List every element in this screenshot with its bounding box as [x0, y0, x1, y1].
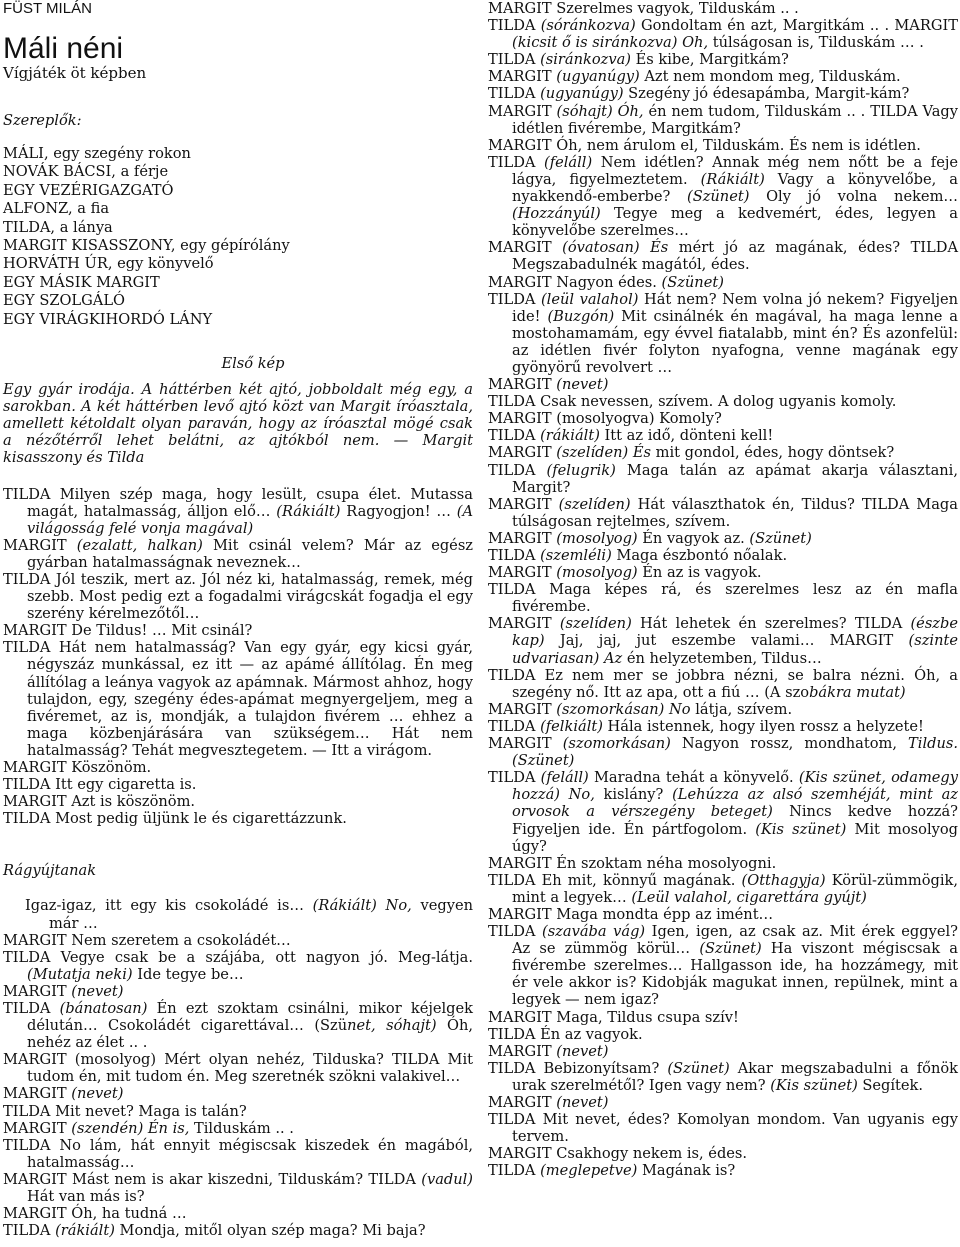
dialogue-text: TILDA Vegye csak be a szájába, ott nagyon jó. Meg-látja.: [3, 948, 473, 966]
cast-heading: Szereplők:: [3, 112, 82, 129]
dialogue-text: Jaj, jaj, jut eszembe valami… MARGIT: [544, 632, 909, 650]
play-title: Máli néni: [3, 32, 124, 65]
stage-direction-inline: (szelíden) És: [556, 444, 651, 462]
dialogue-line: [3, 1000, 473, 1051]
dialogue-line: [488, 68, 958, 85]
dialogue-text: Gondoltam én azt, Margitkám .. . MARGIT: [635, 17, 958, 35]
dialogue-text: Hát lehetek én szerelmes? TILDA: [631, 615, 911, 633]
stage-direction-inline: (Szünet): [699, 940, 762, 958]
dialogue-line: [3, 1103, 473, 1120]
stage-direction-inline: (A világosság felé vonja magával): [27, 502, 473, 537]
stage-direction-inline: (Buzgón): [547, 307, 615, 325]
dialogue-line: [488, 581, 958, 615]
stage-direction-inline: (rákiált): [55, 1222, 115, 1240]
dialogue-text: MARGIT Nagyon édes.: [488, 273, 662, 291]
cast-member: TILDA, a lánya: [3, 218, 113, 236]
dialogue-text: És kibe, Margitkám?: [630, 51, 789, 69]
cast-member: HORVÁTH ÚR, egy könyvelő: [3, 255, 214, 273]
dialogue-line: [488, 154, 958, 239]
dialogue-text: MARGIT: [488, 495, 559, 513]
dialogue-block-3: [488, 0, 958, 1179]
dialogue-text: TILDA Én az vagyok.: [488, 1025, 643, 1043]
dialogue-text: MARGIT: [488, 376, 557, 394]
stage-direction-inline: (szendén) Én is,: [71, 1119, 190, 1137]
stage-direction-inline: (nevet): [556, 1042, 609, 1060]
dialogue-line: [488, 496, 958, 530]
dialogue-line: [488, 393, 958, 410]
dialogue-text: MARGIT Óh, nem árulom el, Tilduskám. És nem is idétlen.: [488, 136, 921, 154]
stage-direction-inline: bákra mutat): [809, 683, 906, 701]
dialogue-text: Maga észbontó nőalak.: [611, 547, 788, 564]
stage-direction-inline: (feláll): [540, 769, 589, 787]
stage-direction-inline: (mosolyog): [556, 564, 638, 582]
dialogue-line: [3, 793, 473, 810]
dialogue-text: MARGIT Köszönöm.: [3, 759, 152, 777]
stage-direction-inline: (feláll): [544, 153, 593, 171]
dialogue-line: [488, 1111, 958, 1145]
dialogue-text: TILDA: [488, 290, 541, 308]
stage-direction-inline: (Leül valahol, cigarettára gyújt): [631, 888, 867, 906]
stage-direction: Rágyújtanak: [3, 862, 97, 880]
dialogue-line: [488, 564, 958, 581]
dialogue-text: TILDA Hát nem hatalmasság? Van egy gyár, egy kicsi gyár, négyszáz munkással, ez itt — az apámé állítólag. Én meg állítólag a leánya vagyok az apámnak. Mármost ahhoz, hogy tulajdon, egy, szegény édes-apámat megnyergeljem, meg a fivéremet, az is, mondják, a tulajdon fivérem … ehhez a maga közbenjárására van szükségem… Hát nem hatalmasság? Tehát megvesztegetem. — Itt a virágom.: [3, 639, 473, 759]
dialogue-text: MARGIT: [488, 239, 563, 257]
dialogue-text: Oly jó volna nekem…: [749, 188, 958, 206]
dialogue-text: TILDA Bebizonyítsam?: [488, 1059, 668, 1077]
cast-member: MÁLI, egy szegény rokon: [3, 145, 191, 162]
dialogue-text: MARGIT Én szoktam néha mosolyogni.: [488, 854, 777, 872]
stage-direction-inline: (Szünet): [749, 529, 812, 547]
dialogue-text: MARGIT Mást nem is akar kiszedni, Tilduskám? TILDA: [3, 1170, 422, 1188]
dialogue-text: MARGIT: [3, 536, 77, 554]
dialogue-text: TILDA: [488, 923, 542, 941]
dialogue-text: mért jó az magának, édes? TILDA Megszabadulnék magától, édes.: [512, 239, 958, 274]
dialogue-text: Igaz-igaz, itt egy kis csokoládé is…: [25, 897, 313, 915]
stage-direction-inline: (szelíden): [559, 615, 632, 633]
dialogue-line: [488, 427, 958, 444]
dialogue-block-1: [3, 486, 473, 828]
stage-direction-inline: (mosolyog): [556, 529, 638, 547]
dialogue-text: Hát nem? Nem volna jó nekem? Figyeljen ide!: [512, 290, 958, 325]
dialogue-text: MARGIT De Tildus! … Mit csinál?: [3, 622, 253, 640]
dialogue-text: látja, szívem.: [690, 700, 793, 718]
dialogue-text: Mit mosolyog úgy?: [512, 820, 958, 855]
stage-direction-inline: (leül valahol): [540, 290, 639, 308]
dialogue-text: MARGIT Maga, Tildus csupa szív!: [488, 1008, 739, 1026]
dialogue-text: Maga talán az apámat akarja választani, Margit?: [512, 461, 958, 496]
dialogue-text: TILDA: [488, 17, 541, 35]
stage-direction-inline: (nevet): [556, 1094, 609, 1111]
dialogue-text: Mit csinál velem? Már az egész gyárban hatalmasságnak neveznek…: [27, 536, 474, 571]
cast-member: MARGIT KISASSZONY, egy gépírólány: [3, 237, 290, 255]
stage-direction-inline: (kicsit ő is siránkozva) Oh,: [512, 34, 709, 52]
dialogue-text: Ide tegye be…: [132, 965, 244, 983]
dialogue-text: MARGIT: [3, 1085, 72, 1103]
dialogue-line: [488, 769, 958, 854]
dialogue-text: TILDA Milyen szép maga, hogy lesült, csupa élet. Mutassa magát, hatalmasság, álljon elő…: [3, 485, 473, 520]
dialogue-text: Maradna tehát a könyvelő.: [588, 769, 799, 787]
stage-direction-inline: (Hozzányúl): [512, 205, 601, 223]
dialogue-line: [3, 639, 473, 759]
stage-direction-inline: (Kis szünet, odamegy hozzá) No,: [512, 769, 959, 804]
dialogue-text: TILDA No lám, hát ennyit mégiscsak kiszedek én magából, hatalmasság…: [3, 1136, 473, 1171]
stage-direction-inline: (felugrik): [546, 461, 616, 479]
dialogue-text: Magának is?: [637, 1162, 736, 1180]
stage-direction-inline: (meglepetve): [540, 1162, 638, 1180]
dialogue-text: TILDA: [488, 769, 541, 787]
stage-direction-inline: (ugyanúgy): [540, 85, 624, 103]
dialogue-line: [488, 444, 958, 461]
dialogue-line: [3, 776, 473, 793]
dialogue-line: [3, 983, 473, 1000]
stage-direction-inline: Tildus. (Szünet): [512, 735, 958, 770]
stage-direction-inline: (ugyanúgy): [556, 68, 640, 86]
stage-direction-inline: (szavába vág): [542, 923, 646, 941]
dialogue-text: MARGIT Csakhogy nekem is, édes.: [488, 1145, 748, 1163]
stage-direction-inline: (Mutatja neki): [27, 965, 133, 983]
dialogue-text: Körül-zümmögik, mint a legyek…: [512, 871, 959, 906]
stage-direction-inline: (szomorkásan): [562, 735, 671, 753]
dialogue-line: [488, 1094, 958, 1111]
dialogue-line: [488, 1043, 958, 1060]
stage-direction-inline: (nevet): [556, 376, 609, 394]
dialogue-text: Hála istennek, hogy ilyen rossz a helyzete!: [602, 717, 924, 735]
dialogue-text: MARGIT: [488, 700, 557, 718]
dialogue-text: TILDA: [3, 1222, 56, 1240]
dialogue-text: TILDA: [488, 461, 547, 479]
dialogue-text: Segítek.: [857, 1076, 924, 1094]
dialogue-line: [488, 239, 958, 273]
dialogue-line: [488, 274, 958, 291]
dialogue-text: Tegye meg a kedvemért, édes, legyen a könyvelőbe szerelmes…: [512, 205, 958, 240]
dialogue-line: [3, 1171, 473, 1205]
dialogue-text: TILDA: [488, 153, 545, 171]
dialogue-text: Óh, nehéz az élet .. .: [27, 1017, 473, 1052]
dialogue-text: MARGIT: [488, 735, 563, 753]
dialogue-text: MARGIT: [3, 1119, 72, 1137]
dialogue-line: [488, 85, 958, 102]
dialogue-line: [488, 667, 958, 701]
dialogue-text: én nem tudom, Tilduskám .. . TILDA Vagy idétlen fivérembe, Margitkám?: [512, 102, 958, 137]
dialogue-text: MARGIT (mosolyog) Mért olyan nehéz, Tilduska? TILDA Mit tudom én, mit tudom én. Meg szeretnék szökni valakivel…: [3, 1051, 473, 1086]
dialogue-line: [488, 137, 958, 154]
dialogue-text: TILDA Ez nem mer se jobbra nézni, se balra nézni. Óh, a szegény nő. Itt az apa, ott a fiú … (A szo: [488, 666, 958, 701]
dialogue-text: Én az is vagyok.: [637, 564, 762, 582]
dialogue-line: [488, 1145, 958, 1162]
cast-member: ALFONZ, a fia: [3, 200, 110, 218]
dialogue-line: [488, 547, 958, 564]
dialogue-text: Tilduskám .. .: [189, 1119, 294, 1137]
stage-direction-inline: (szemléli): [540, 547, 612, 564]
dialogue-line: [25, 897, 473, 931]
dialogue-text: Vagy a könyvelőbe, a nyakkendő-emberbe?: [512, 170, 959, 206]
dialogue-text: Én ezt szoktam csinálni, mikor kéjelgek délután… Csokoládét cigarettával… (Szü: [27, 999, 473, 1035]
cast-list: [3, 145, 473, 329]
dialogue-text: Mondja, mitől olyan szép maga? Mi baja?: [114, 1222, 426, 1240]
left-column: [3, 0, 473, 1239]
stage-direction-inline: (Rákiált): [276, 502, 341, 520]
stage-direction-inline: (Szünet): [667, 1059, 730, 1077]
dialogue-text: Nincs kedve hozzá? Figyeljen ide. Én pártfogolom.: [512, 803, 958, 838]
cast-member: NOVÁK BÁCSI, a férje: [3, 163, 169, 181]
stage-direction-inline: (ezalatt, halkan): [76, 536, 203, 554]
dialogue-line: [488, 1009, 958, 1026]
dialogue-line: [3, 1120, 473, 1137]
dialogue-text: MARGIT: [488, 444, 557, 462]
stage-direction-inline: (bánatosan): [59, 999, 148, 1017]
dialogue-text: TILDA Most pedig üljünk le és cigarettázzunk.: [3, 810, 347, 828]
cast-member: EGY MÁSIK MARGIT: [3, 273, 160, 291]
dialogue-text: Akar megszabadulni a főnök urak szerelmétől? Igen vagy nem?: [512, 1059, 958, 1094]
dialogue-text: mit gondol, édes, hogy döntsek?: [650, 444, 895, 462]
play-subtitle: Vígjáték öt képben: [3, 64, 147, 82]
dialogue-text: MARGIT: [488, 68, 557, 86]
stage-direction-inline: (Szünet): [661, 273, 724, 291]
cast-member: EGY SZOLGÁLÓ: [3, 292, 125, 310]
dialogue-line: [3, 1051, 473, 1085]
dialogue-text: Ha viszont mégiscsak a fivérembe szerelmes… Hallgasson ide, ha hozzámegy, mit ér vele akkor is? Kidobják magukat innen, repülnek, mint a legyek — nem igaz?: [512, 940, 958, 1009]
dialogue-text: TILDA: [488, 427, 541, 445]
dialogue-line: [3, 1222, 473, 1239]
dialogue-text: TILDA Csak nevessen, szívem. A dolog ugyanis komoly.: [488, 393, 897, 411]
dialogue-line: [488, 376, 958, 393]
dialogue-text: Hát választhatok én, Tildus? TILDA Maga túlságosan rejtelmes, szívem.: [512, 495, 958, 530]
stage-direction-inline: (rákiált): [540, 427, 600, 445]
stage-direction-inline: (nevet): [71, 982, 124, 1000]
dialogue-line: [488, 530, 958, 547]
stage-direction-inline: (szelíden): [558, 495, 631, 513]
dialogue-line: [488, 462, 958, 496]
stage-direction-inline: (siránkozva): [540, 51, 631, 69]
dialogue-text: TILDA Mit nevet, édes? Komolyan mondom. Van ugyanis egy tervem.: [488, 1111, 958, 1146]
stage-direction-inline: (Rákiált) No,: [312, 897, 412, 915]
dialogue-text: MARGIT (mosolyogva) Komoly?: [488, 410, 722, 428]
dialogue-line: [3, 1085, 473, 1102]
dialogue-text: én helyzetemben, Tildus…: [622, 649, 822, 667]
dialogue-line: [488, 1162, 958, 1179]
dialogue-text: Hát van más is?: [27, 1188, 145, 1205]
stage-direction-inline: (Kis szünet): [755, 820, 847, 838]
dialogue-text: TILDA: [488, 717, 541, 735]
stage-direction-inline: (felkiált): [540, 717, 603, 735]
dialogue-text: MARGIT Nem szeretem a csokoládét…: [3, 931, 291, 949]
dialogue-line: [488, 872, 958, 906]
dialogue-line: [488, 51, 958, 68]
stage-direction-inline: (nevet): [71, 1085, 124, 1103]
dialogue-text: Azt nem mondom meg, Tilduskám.: [639, 68, 901, 86]
stage-direction-inline: net, sóhajt): [347, 1017, 437, 1035]
dialogue-text: túlságosan is, Tilduskám … .: [708, 34, 924, 52]
scene-description: Egy gyár irodája. A háttérben két ajtó, jobboldalt még egy, a sarokban. A két háttérben levő ajtó közt van Margit íróasztala, amellett kétoldalt olyan paraván, hogy az íróasztal mögé csak a nézőtérről lehet belátni, az ajtókból nem. — Margit kisasszony és Tilda: [3, 381, 473, 467]
dialogue-text: Szegény jó édesapámba, Margit-kám?: [623, 85, 910, 103]
dialogue-text: MARGIT: [488, 102, 557, 120]
dialogue-text: MARGIT Maga mondta épp az imént…: [488, 905, 774, 923]
dialogue-text: TILDA: [488, 51, 541, 69]
stage-direction-inline: (Szünet): [687, 188, 750, 206]
dialogue-line: [3, 622, 473, 639]
dialogue-line: [488, 923, 958, 1008]
dialogue-line: [3, 486, 473, 537]
dialogue-line: [488, 1060, 958, 1094]
stage-direction-inline: (észbe kap): [512, 615, 958, 650]
dialogue-line: [3, 932, 473, 949]
stage-direction-inline: (szinte udvariasan) Az: [512, 632, 958, 667]
stage-direction-inline: (szomorkásan) No: [556, 700, 691, 718]
dialogue-text: TILDA: [3, 999, 60, 1017]
dialogue-line: [488, 410, 958, 427]
dialogue-text: TILDA: [488, 1162, 541, 1180]
dialogue-text: MARGIT: [488, 1094, 557, 1111]
dialogue-line: [3, 571, 473, 622]
cast-member: EGY VEZÉRIGAZGATÓ: [3, 181, 174, 199]
author-name: FÜST MILÁN: [3, 0, 92, 17]
dialogue-line: [3, 1137, 473, 1171]
dialogue-line: [3, 759, 473, 776]
stage-direction-inline: (Lehúzza az alsó szemhéját, mint az orvosok a vérszegény beteget): [512, 786, 958, 821]
dialogue-text: MARGIT: [488, 529, 557, 547]
dialogue-text: MARGIT Szerelmes vagyok, Tilduskám .. .: [488, 0, 799, 17]
dialogue-text: Ragyogjon! …: [340, 502, 457, 520]
dialogue-text: MARGIT: [488, 564, 557, 582]
dialogue-text: Nagyon rossz, mondhatom,: [670, 735, 909, 753]
dialogue-block-2: [3, 897, 473, 1239]
dialogue-line: [488, 718, 958, 735]
dialogue-text: MARGIT: [488, 1042, 557, 1060]
dialogue-text: Mit csinálnék én magával, ha maga lenne a mostohamamám, egy évvel fiatalabb, mint én? És azonfelül: az idétlen fivér folyton nyafogna, venne magának egy gyönyörű revolvert …: [512, 307, 958, 376]
dialogue-line: [488, 103, 958, 137]
dialogue-line: [488, 0, 958, 17]
cast-member: EGY VIRÁGKIHORDÓ LÁNY: [3, 310, 213, 328]
dialogue-line: [3, 810, 473, 827]
stage-direction-inline: (vadul): [421, 1170, 473, 1188]
dialogue-line: [488, 855, 958, 872]
dialogue-line: [488, 701, 958, 718]
dialogue-line: [488, 291, 958, 376]
dialogue-line: [3, 1205, 473, 1222]
stage-direction-inline: (Kis szünet): [770, 1076, 858, 1094]
dialogue-line: [488, 615, 958, 666]
dialogue-text: TILDA Mit nevet? Maga is talán?: [3, 1102, 247, 1120]
dialogue-text: TILDA: [488, 547, 541, 564]
dialogue-text: vegyen már …: [49, 897, 473, 932]
dialogue-line: [488, 1026, 958, 1043]
stage-direction-inline: (sóhajt) Óh,: [556, 102, 644, 120]
dialogue-text: Itt az idő, dönteni kell!: [599, 427, 774, 445]
dialogue-line: [488, 735, 958, 769]
dialogue-line: [3, 537, 473, 571]
dialogue-text: MARGIT: [488, 615, 560, 633]
dialogue-text: MARGIT Azt is köszönöm.: [3, 793, 196, 811]
dialogue-text: TILDA: [488, 85, 541, 103]
dialogue-text: MARGIT: [3, 982, 72, 1000]
dialogue-text: Nem idétlen? Annak még nem nőtt be a feje lágya, figyelmeztetem.: [512, 153, 958, 188]
dialogue-text: kislány?: [594, 786, 673, 804]
scene-heading: Első kép: [221, 355, 285, 373]
stage-direction-inline: (óvatosan) És: [562, 239, 669, 257]
stage-direction-inline: (sóránkozva): [540, 17, 636, 35]
right-column: [488, 0, 958, 1179]
dialogue-text: MARGIT Óh, ha tudná …: [3, 1205, 187, 1223]
dialogue-text: TILDA Maga képes rá, és szerelmes lesz az én mafla fivérembe.: [488, 581, 958, 616]
stage-direction-inline: (Otthagyja): [741, 871, 826, 889]
dialogue-text: TILDA Eh mit, könnyű magának.: [488, 871, 742, 889]
stage-direction-inline: (Rákiált): [700, 170, 765, 188]
dialogue-line: [3, 949, 473, 983]
dialogue-text: Igen, igen, az csak az. Mit érek eggyel? Az se zümmög körül…: [512, 923, 958, 958]
dialogue-line: [488, 17, 958, 51]
dialogue-line: [488, 906, 958, 923]
dialogue-text: TILDA Jól teszik, mert az. Jól néz ki, hatalmasság, remek, még szebb. Most pedig ezt a fogadalmi virágcskát fogadja el egy szerény kérelmezőtől…: [3, 571, 473, 623]
dialogue-text: TILDA Itt egy cigaretta is.: [3, 776, 197, 794]
dialogue-text: Én vagyok az.: [637, 529, 750, 547]
